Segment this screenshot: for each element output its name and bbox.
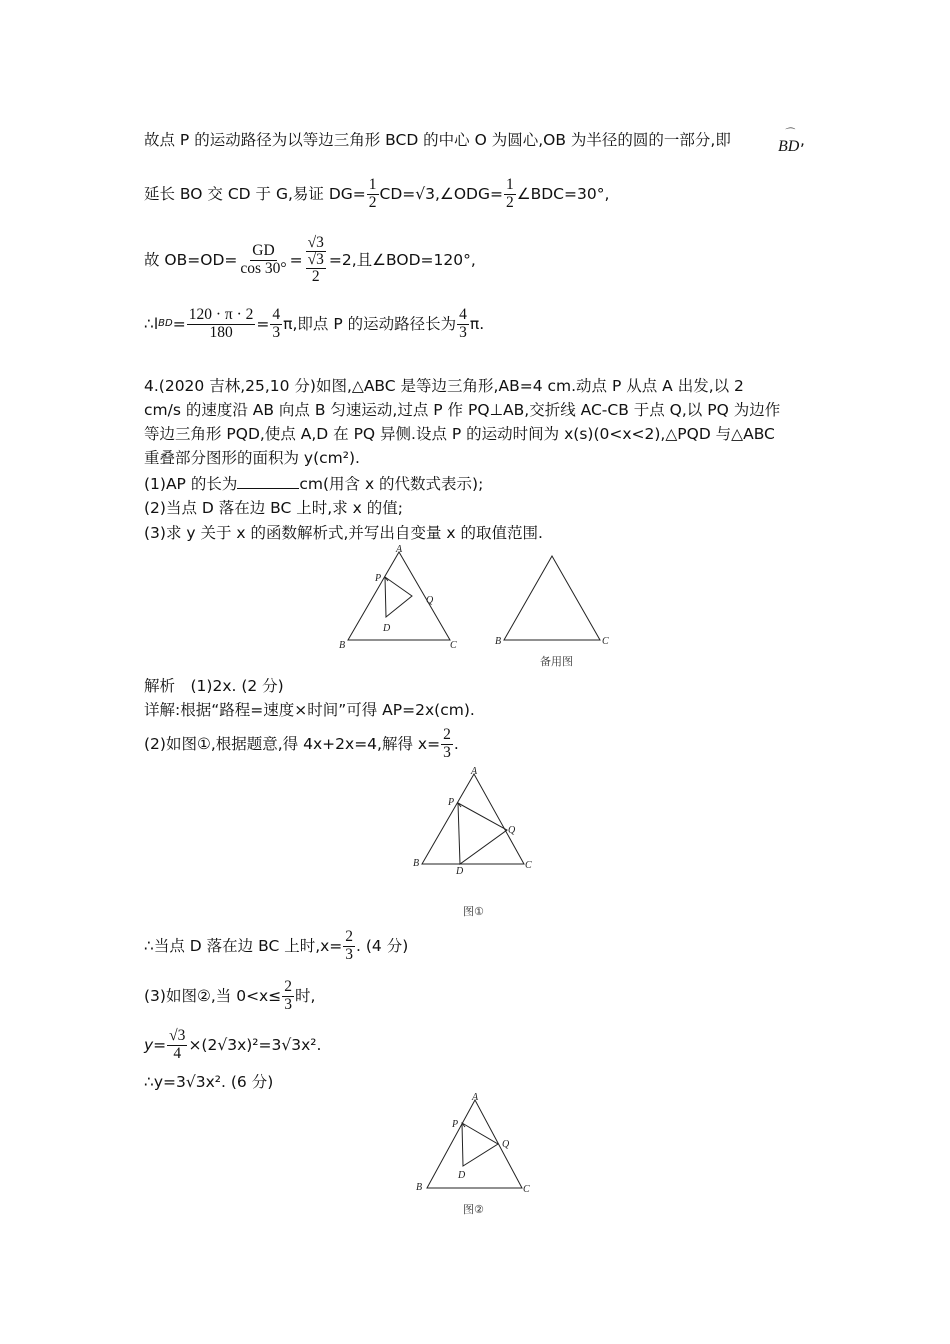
problem-line-2: cm/s 的速度沿 AB 向点 B 匀速运动,过点 P 作 PQ⊥AB,交折线 AC-CB 于点 Q,以 PQ 为边作 — [144, 401, 781, 419]
arc-bd-label: ⌒ BD — [778, 128, 800, 155]
label-d: D — [456, 866, 464, 876]
solution-part-3-formula: y= $\frac{√3}{4}$ ×(2√3x)²=3√3x². — [144, 1027, 322, 1062]
problem-line-1: 4.(2020 吉林,25,10 分)如图,△ABC 是等边三角形,AB=4 cm.动点 P 从点 A 出发,以 2 — [144, 377, 744, 395]
label-q: Q — [426, 595, 434, 606]
label-c: C — [450, 640, 457, 650]
figure-main — [336, 544, 466, 650]
label-b: B — [413, 858, 420, 869]
solution-detail: 详解:根据“路程=速度×时间”可得 AP=2x(cm). — [144, 701, 475, 719]
label-d: D — [458, 1170, 466, 1181]
label-a: A — [471, 766, 478, 777]
label-c: C — [525, 860, 532, 871]
label-p: P — [452, 1119, 459, 1130]
solution-part-3: (3)如图②,当 0<x≤ $\frac{2}{3}$ 时, — [144, 978, 316, 1013]
problem-line-3: 等边三角形 PQD,使点 A,D 在 PQ 异侧.设点 P 的运动时间为 x(s)(0<x<2),△PQD 与△ABC — [144, 425, 775, 443]
fraction-four-thirds: $\frac{4}{3}$ — [272, 306, 281, 341]
solution-part-1: 解析 (1)2x. (2 分) — [144, 677, 284, 695]
fraction-two-thirds-2: $\frac{2}{3}$ — [345, 928, 354, 963]
question-3: (3)求 y 关于 x 的函数解析式,并写出自变量 x 的取值范围. — [144, 524, 543, 542]
label-b: B — [495, 636, 502, 647]
solution-part-2-result: ∴当点 D 落在边 BC 上时,x= $\frac{2}{3}$ . (4 分) — [144, 928, 409, 963]
backup-caption: 备用图 — [540, 655, 573, 668]
label-b: B — [416, 1182, 423, 1193]
question-1: (1)AP 的长为 cm(用含 x 的代数式表示); — [144, 475, 484, 493]
figure-1-caption: 图① — [463, 905, 484, 918]
figure-backup — [492, 548, 612, 648]
fraction-half: $\frac{1}{2}$ — [368, 176, 377, 211]
fraction-root3-over-half: √3 √3 2 — [307, 233, 324, 286]
label-a: A — [396, 544, 403, 555]
figure-2 — [412, 1090, 542, 1200]
label-d: D — [383, 623, 391, 634]
label-c: C — [602, 636, 609, 647]
solution-line-3: 故 OB=OD= $\frac{GD}{\cos 30^\circ}$ = √3 √3 2 =2,且∠BOD=120°, — [144, 233, 476, 286]
label-p: P — [448, 797, 455, 808]
figure-1 — [412, 766, 542, 876]
label-q: Q — [508, 825, 516, 836]
figure-2-caption: 图② — [463, 1203, 484, 1216]
label-q: Q — [502, 1139, 510, 1150]
solution-line-4: ∴l BD = $\frac{120 \cdot \pi \cdot 2}{180}$ = $\frac{4}{3}$ π,即点 P 的运动路径长为 $\frac{4}{3}$ π. — [144, 306, 485, 341]
fraction-four-thirds-2: $\frac{4}{3}$ — [459, 306, 467, 341]
label-b: B — [339, 640, 346, 650]
question-2: (2)当点 D 落在边 BC 上时,求 x 的值; — [144, 499, 403, 517]
line-1-text: 故点 P 的运动路径为以等边三角形 BCD 的中心 O 为圆心,OB 为半径的圆的一部分,即 — [144, 131, 731, 149]
problem-line-4: 重叠部分图形的面积为 y(cm²). — [144, 449, 360, 467]
solution-part-3-result: ∴y=3√3x². (6 分) — [144, 1073, 274, 1091]
fraction-half-2: $\frac{1}{2}$ — [505, 176, 514, 211]
fraction-gd-cos: $\frac{GD}{\cos 30^\circ}$ — [240, 242, 287, 277]
label-p: P — [375, 573, 382, 584]
answer-blank — [237, 474, 299, 489]
solution-line-1 — [144, 128, 731, 152]
solution-line-2: 延长 BO 交 CD 于 G,易证 DG= $\frac{1}{2}$ CD=√3,∠ODG= $\frac{1}{2}$ ∠BDC=30°, — [144, 176, 610, 211]
solution-part-2: (2)如图①,根据题意,得 4x+2x=4,解得 x= $\frac{2}{3}$ . — [144, 726, 459, 761]
fraction-arc-length: $\frac{120 \cdot \pi \cdot 2}{180}$ — [188, 306, 254, 341]
line-1-comma: , — [800, 131, 805, 149]
fraction-two-thirds: $\frac{2}{3}$ — [443, 726, 451, 761]
fraction-root3-over-4: $\frac{√3}{4}$ — [169, 1027, 186, 1062]
label-a: A — [472, 1092, 479, 1103]
label-c: C — [523, 1184, 530, 1195]
fraction-two-thirds-3: $\frac{2}{3}$ — [284, 978, 292, 1013]
